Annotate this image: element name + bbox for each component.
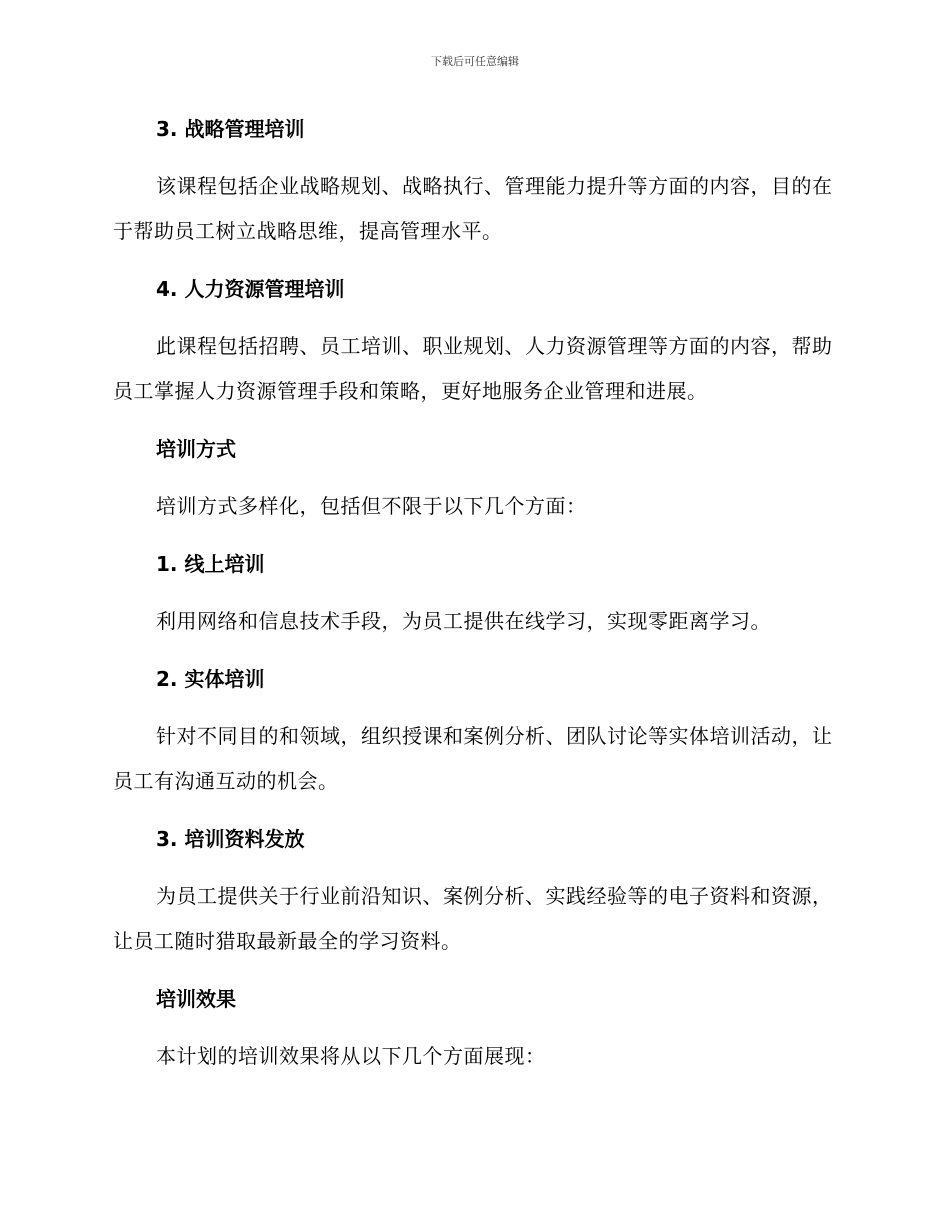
section-heading-strategy: 3. 战略管理培训 [156, 117, 305, 141]
paragraph-hr: 此课程包括招聘、员工培训、职业规划、人力资源管理等方面的内容，帮助员工掌握人力资源管理手段和策略，更好地服务企业管理和进展。 [113, 334, 833, 403]
section-heading-onsite: 2. 实体培训 [156, 667, 265, 691]
section-heading-materials: 3. 培训资料发放 [156, 827, 305, 851]
paragraph-materials: 为员工提供关于行业前沿知识、案例分析、实践经验等的电子资料和资源，让员工随时猎取最新最全的学习资料。 [113, 884, 833, 953]
page-header: 下载后可任意编辑 [431, 55, 519, 68]
paragraph-onsite: 针对不同目的和领域，组织授课和案例分析、团队讨论等实体培训活动，让员工有沟通互动的机会。 [113, 724, 833, 793]
paragraph-methods: 培训方式多样化，包括但不限于以下几个方面： [156, 494, 587, 518]
document-body [113, 114, 833, 1099]
section-heading-online: 1. 线上培训 [156, 552, 265, 576]
section-heading-hr: 4. 人力资源管理培训 [156, 277, 345, 301]
paragraph-effects: 本计划的培训效果将从以下几个方面展现： [156, 1044, 546, 1068]
section-heading-methods: 培训方式 [156, 437, 236, 461]
paragraph-strategy: 该课程包括企业战略规划、战略执行、管理能力提升等方面的内容，目的在于帮助员工树立战略思维，提高管理水平。 [113, 174, 833, 243]
section-heading-effects: 培训效果 [156, 987, 236, 1011]
paragraph-online: 利用网络和信息技术手段，为员工提供在线学习，实现零距离学习。 [156, 609, 771, 633]
